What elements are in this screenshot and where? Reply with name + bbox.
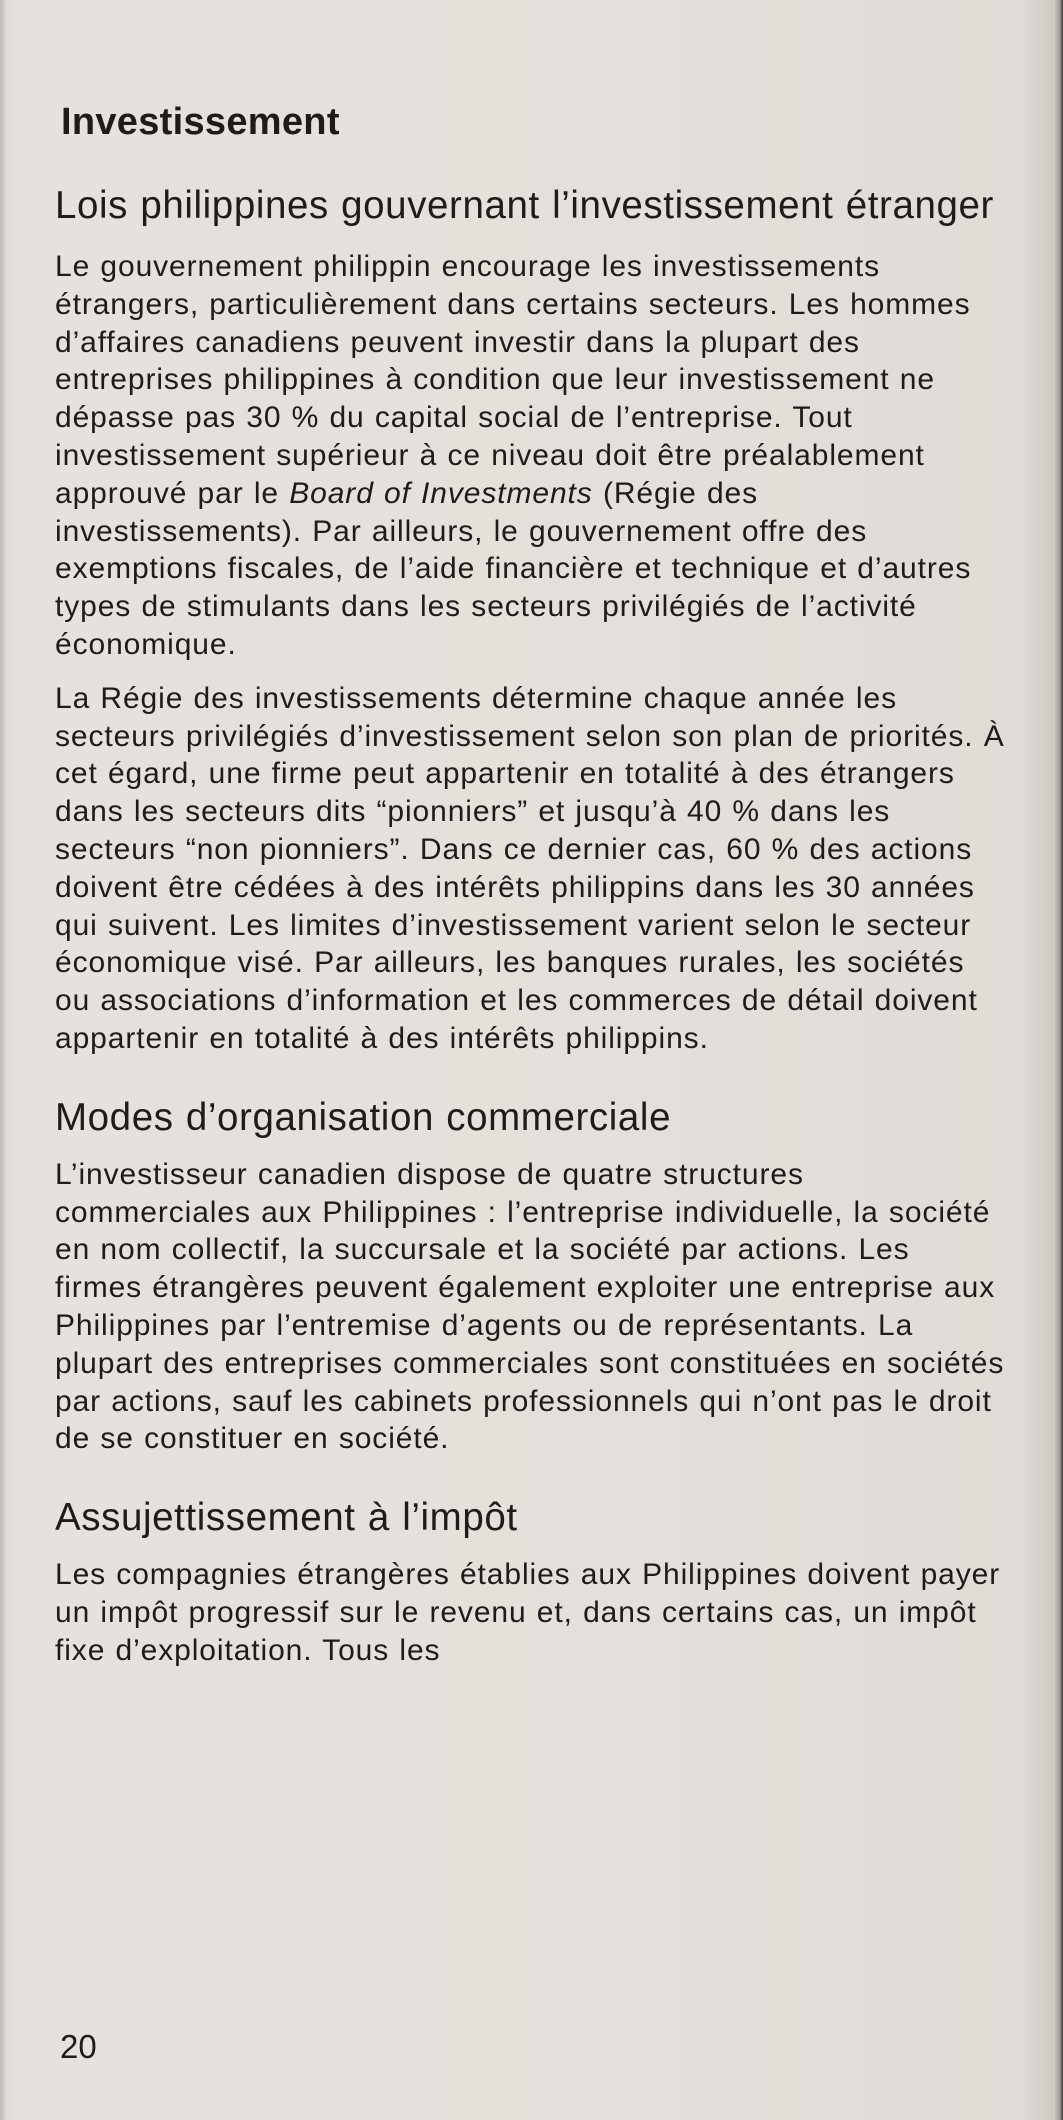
paragraph-investment-encouragement [55,248,1005,664]
paragraph-business-structures: L’investisseur canadien dispose de quatre structures commerciales aux Philippines : l’entreprise individuelle, la société en nom collectif, la succursale et la société par actions. Les firmes étrangères peuvent également exploiter une entreprise aux Philippines par l’entremise d’agents ou de représentants. La plupart des entreprises commerciales sont constituées en sociétés par actions, sauf les cabinets professionnels qui n’ont pas le droit de se constituer en société. [55,1157,1005,1456]
heading-business-organization: Modes d’organisation commerciale [55,1095,672,1139]
section-taxation [55,1496,1005,1669]
page-content [55,100,1005,1708]
heading-foreign-investment-laws: Lois philippines gouvernant l’investissement étranger [55,184,994,227]
paragraph-text-after-italic: (Régie des investissements). Par ailleurs, le gouvernement offre des exemptions fiscales, de l’aide financière et technique et d’autres types de stimulants dans les secteurs privilégiés de l’activité économique. [55,476,972,661]
paragraph-priority-sectors: La Régie des investissements détermine chaque année les secteurs privilégiés d’investissement selon son plan de priorités. À cet égard, une firme peut appartenir en totalité à des étrangers dans les secteurs dits “pionniers” et jusqu’à 40 % dans les secteurs “non pionniers”. Dans ce dernier cas, 60 % des actions doivent être cédées à des intérêts philippins dans les 30 années qui suivent. Les limites d’investissement varient selon le secteur économique visé. Par ailleurs, les banques rurales, les sociétés ou associations d’information et les commerces de détail doivent appartenir en totalité à des intérêts philippins. [55,681,1005,1055]
page-right-edge [1053,0,1063,2120]
paragraph-text-before-italic: Le gouvernement philippin encourage les investissements étrangers, particulièrement dans certains secteurs. Les hommes d’affaires canadiens peuvent investir dans la plupart des entreprises philippines à condition que leur investissement ne dépasse pas 30 % du capital social de l’entreprise. Tout investissement supérieur à ce niveau doit être préalablement approuvé par le [55,250,971,510]
page-left-edge [0,0,6,2120]
section-foreign-investment-laws [55,184,1005,1058]
section-business-organization [55,1096,1005,1458]
heading-taxation: Assujettissement à l’impôt [55,1496,518,1540]
page-number: 20 [60,2028,97,2065]
paragraph-taxation: Les compagnies étrangères établies aux Philippines doivent payer un impôt progressif sur le revenu et, dans certains cas, un impôt fixe d’exploitation. Tous les [55,1558,1001,1667]
board-of-investments-italic: Board of Investments [289,476,593,510]
section-title: Investissement [61,101,340,143]
